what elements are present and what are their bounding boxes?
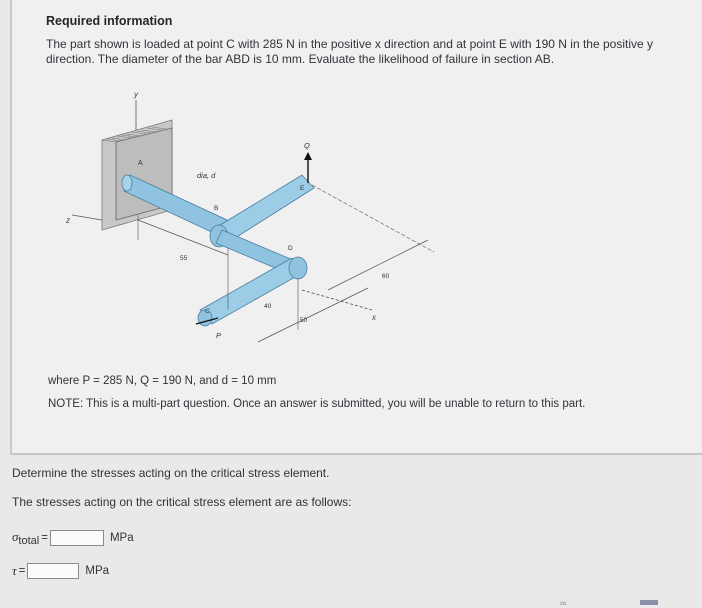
note-text: NOTE: This is a multi-part question. Once an answer is submitted, you will be unable to return to this part. (48, 398, 586, 410)
link-icon: ∞ (560, 598, 567, 608)
tau-input[interactable] (27, 563, 79, 579)
sigma-total-input[interactable] (50, 530, 104, 546)
label-A: A (138, 160, 143, 167)
sigma-equals: = (41, 532, 48, 544)
label-Q: Q (304, 141, 310, 150)
tau-unit: MPa (85, 565, 110, 577)
tau-equals: = (18, 565, 26, 577)
sigma-symbol: $\sigma_{total}$ (12, 529, 40, 547)
label-C: C (205, 308, 210, 315)
stresses-intro: The stresses acting on the critical stress element are as follows: (12, 495, 352, 509)
dim-line-5 (312, 185, 434, 252)
label-E: E (300, 185, 305, 192)
dim-line-6 (328, 240, 428, 290)
part-figure (66, 80, 452, 370)
arm-DC (200, 258, 304, 324)
problem-statement: The part shown is loaded at point C with 285 N in the positive x direction and at point E with 190 N in the positive y direction. The diameter of the bar ABD is 10 mm. Evaluate the likelihood of failure in section AB. (46, 37, 654, 66)
sigma-total-row (12, 529, 134, 547)
grid-icon (640, 600, 658, 605)
question-prompt: Determine the stresses acting on the critical stress element. (12, 466, 330, 480)
label-P: P (216, 331, 222, 340)
bar-A-end (122, 175, 132, 191)
z-axis-label: z (66, 216, 70, 225)
sigma-unit: MPa (109, 532, 134, 544)
label-D: D (288, 245, 293, 252)
force-Q-head (304, 152, 312, 160)
x-axis-label: x (372, 313, 376, 322)
x-axis-line (302, 290, 372, 310)
z-axis-line (72, 215, 102, 220)
dim-40: 40 (264, 303, 272, 310)
problem-panel (10, 0, 702, 455)
given-values: where P = 285 N, Q = 190 N, and d = 10 mm (48, 375, 277, 387)
sigma-subscript: total (18, 535, 40, 547)
dim-50: 50 (300, 317, 308, 324)
dim-55: 55 (180, 255, 188, 262)
label-B: B (214, 205, 219, 212)
dim-line-4 (258, 288, 368, 342)
tau-symbol: τ (12, 563, 17, 578)
label-dia: dia, d (197, 171, 216, 180)
y-axis-label: y (134, 90, 138, 99)
dim-60: 60 (382, 273, 390, 280)
section-heading: Required information (46, 14, 173, 28)
tau-row (12, 563, 109, 579)
bearing-D (289, 257, 307, 279)
